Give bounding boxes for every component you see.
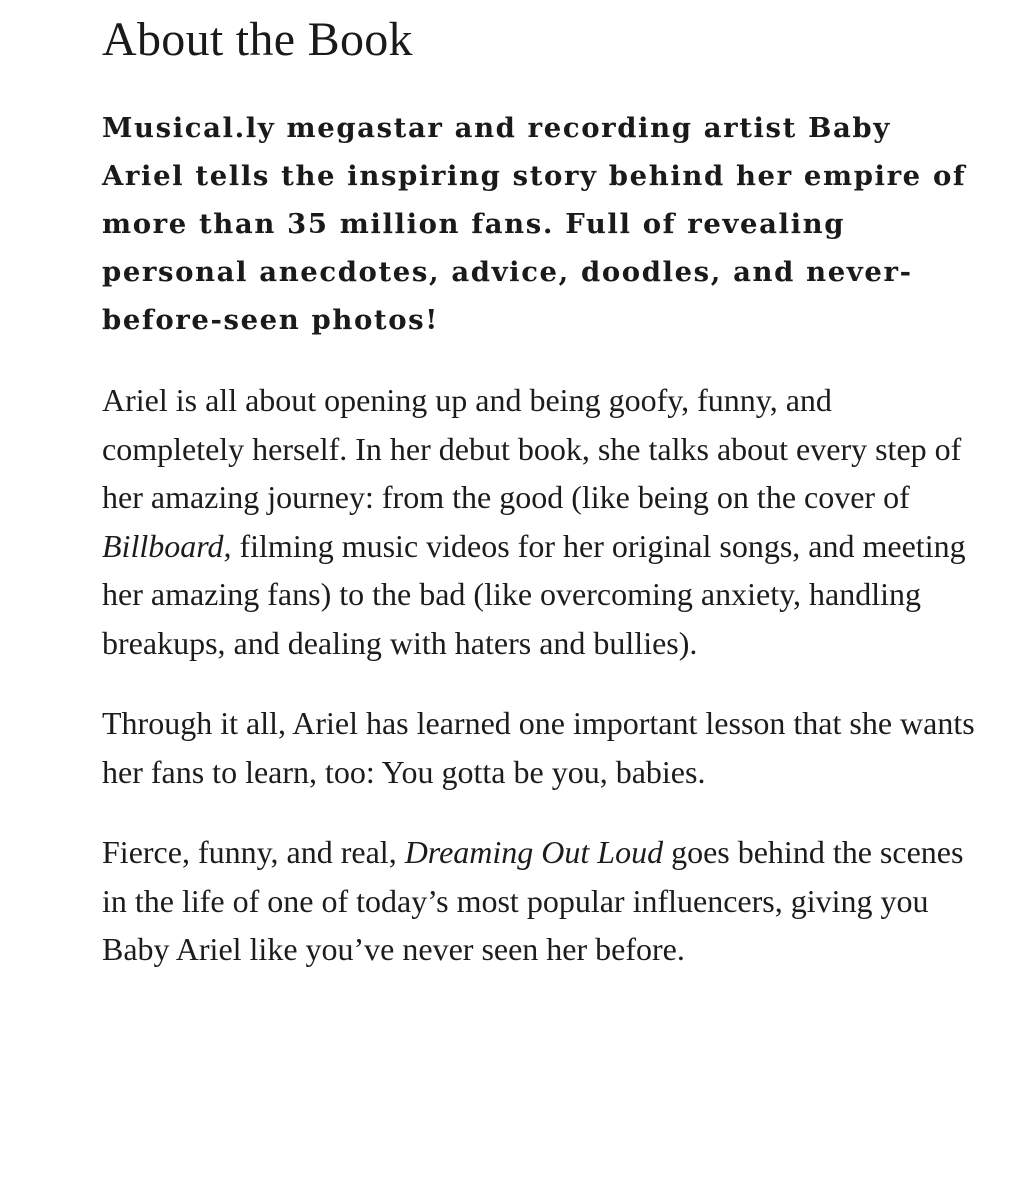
lead-paragraph: Musical.ly megastar and recording artist Baby Ariel tells the inspiring story behind her empire of more than 35 million fans. Full of revealing personal anecdotes, advice, doodles, and never-before-seen photos! [102,112,967,336]
body-paragraph-lesson: Through it all, Ariel has learned one important lesson that she wants her fans to learn, too: You gotta be you, babies. [102,705,975,790]
billboard-title: Billboard, [102,527,232,564]
body-paragraph-closing [102,828,976,974]
book-title: Dreaming Out Loud [404,834,664,870]
closing-text-end: goes behind the scenes in the life of one of today’s most popular influencers, giving you Baby Ariel like you’ve never seen her before. [102,834,964,967]
closing-text-start: Fierce, funny, and real, [102,834,405,870]
journey-text-end: filming music videos for her original songs, and meeting her amazing fans) to the bad (like overcoming anxiety, handling breakups, and dealing with haters and bullies). [102,527,966,661]
body-paragraph-journey [102,376,976,667]
page-title: About the Book [102,13,413,66]
journey-text-start: Ariel is all about opening up and being goofy, funny, and completely herself. In her debut book, she talks about every step of her amazing journey: from the good (like being on the cover of [102,382,962,515]
